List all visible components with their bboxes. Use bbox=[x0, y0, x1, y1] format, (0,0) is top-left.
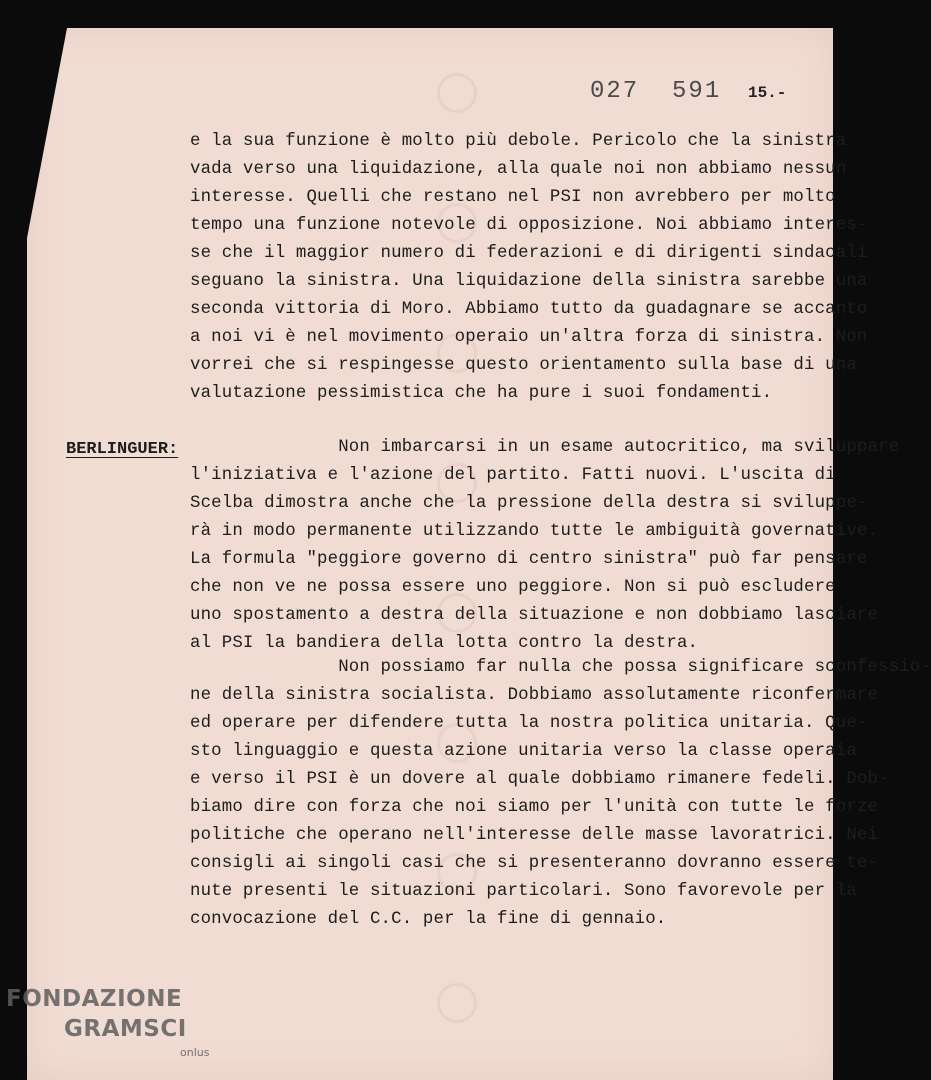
text-line: e verso il PSI è un dovere al quale dobbiamo rimanere fedeli. Dob- bbox=[190, 770, 889, 789]
page-number: 15.- bbox=[748, 84, 787, 102]
text-line: sto linguaggio e questa azione unitaria verso la classe operaia bbox=[190, 742, 857, 761]
logo-sub: onlus bbox=[180, 1046, 210, 1059]
text-line: l'iniziativa e l'azione del partito. Fatti nuovi. L'uscita di bbox=[190, 466, 836, 485]
text-line: al PSI la bandiera della lotta contro la destra. bbox=[190, 634, 699, 653]
text-line: uno spostamento a destra della situazione e non dobbiamo lasciare bbox=[190, 606, 879, 625]
watermark-mark bbox=[437, 73, 477, 113]
text-line: che non ve ne possa essere uno peggiore. Non si può escludere bbox=[190, 578, 836, 597]
text-line: seguano la sinistra. Una liquidazione della sinistra sarebbe una bbox=[190, 272, 868, 291]
text-line: tempo una funzione notevole di opposizione. Noi abbiamo interes- bbox=[190, 216, 868, 235]
text-line: Non imbarcarsi in un esame autocritico, ma sviluppare bbox=[190, 438, 900, 457]
text-line: rà in modo permanente utilizzando tutte le ambiguità governative. bbox=[190, 522, 879, 541]
text-line: se che il maggior numero di federazioni e di dirigenti sindacali bbox=[190, 244, 868, 263]
text-line: La formula "peggiore governo di centro sinistra" può far pensare bbox=[190, 550, 868, 569]
text-line: interesse. Quelli che restano nel PSI non avrebbero per molto bbox=[190, 188, 836, 207]
text-line: ne della sinistra socialista. Dobbiamo assolutamente riconfermare bbox=[190, 686, 879, 705]
text-line: seconda vittoria di Moro. Abbiamo tutto da guadagnare se accanto bbox=[190, 300, 868, 319]
logo-line-2: GRAMSCI bbox=[64, 1016, 187, 1042]
text-line: vada verso una liquidazione, alla quale noi non abbiamo nessun bbox=[190, 160, 847, 179]
text-line: ed operare per difendere tutta la nostra politica unitaria. Que- bbox=[190, 714, 868, 733]
document-number: 027 591 bbox=[590, 78, 722, 105]
watermark-mark bbox=[437, 983, 477, 1023]
text-line: vorrei che si respingesse questo orientamento sulla base di una bbox=[190, 356, 857, 375]
text-line: nute presenti le situazioni particolari. Sono favorevole per la bbox=[190, 882, 857, 901]
logo-line-1: FONDAZIONE bbox=[6, 986, 183, 1012]
text-line: Non possiamo far nulla che possa significare sconfessio- bbox=[190, 658, 931, 677]
text-line: politiche che operano nell'interesse delle masse lavoratrici. Nei bbox=[190, 826, 879, 845]
text-line: Scelba dimostra anche che la pressione della destra si sviluppe- bbox=[190, 494, 868, 513]
text-line: convocazione del C.C. per la fine di gennaio. bbox=[190, 910, 667, 929]
text-line: a noi vi è nel movimento operaio un'altra forza di sinistra. Non bbox=[190, 328, 868, 347]
text-line: biamo dire con forza che noi siamo per l'unità con tutte le forze bbox=[190, 798, 879, 817]
text-line: valutazione pessimistica che ha pure i suoi fondamenti. bbox=[190, 384, 773, 403]
text-line: consigli ai singoli casi che si presenteranno dovranno essere te- bbox=[190, 854, 879, 873]
speaker-label: BERLINGUER: bbox=[66, 440, 179, 459]
fondazione-gramsci-logo bbox=[6, 986, 210, 1059]
text-line: e la sua funzione è molto più debole. Pericolo che la sinistra bbox=[190, 132, 847, 151]
